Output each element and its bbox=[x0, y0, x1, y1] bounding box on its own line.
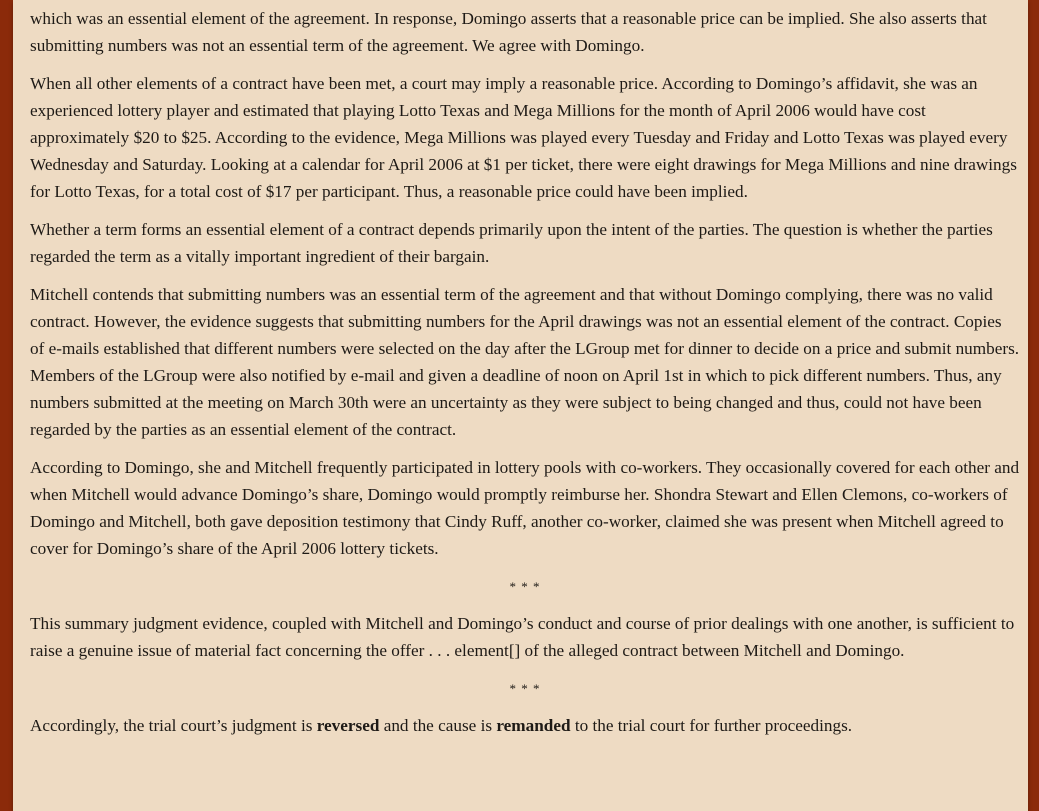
section-separator-2: * * * bbox=[509, 681, 541, 696]
paragraph-1: When all other elements of a contract have been met, a court may imply a reasonable price. According to Domingo’s affidavit, she was an experienced lottery player and estimated that playing Lotto Texas and Mega Millions for the month of April 2006 would have cost approximately $20 to $25. According to the evidence, Mega Millions was played every Tuesday and Friday and Lotto Texas was played every Wednesday and Saturday. Looking at a calendar for April 2006 at $1 per ticket, there were eight drawings for Mega Millions and nine drawings for Lotto Texas, for a total cost of $17 per participant. Thus, a reasonable price could have been implied. bbox=[30, 74, 1017, 201]
document-body bbox=[30, 5, 1020, 750]
conclusion-text-end: to the trial court for further proceedings. bbox=[570, 716, 853, 735]
document-page bbox=[13, 0, 1028, 811]
conclusion-text-middle: and the cause is bbox=[379, 716, 497, 735]
remanded-emphasis: remanded bbox=[496, 716, 571, 735]
paragraph-5: This summary judgment evidence, coupled with Mitchell and Domingo’s conduct and course of prior dealings with one another, is sufficient to raise a genuine issue of material fact concerning the offer . . . element[] of the alleged contract between Mitchell and Domingo. bbox=[30, 614, 1015, 660]
section-separator-1: * * * bbox=[509, 579, 541, 594]
paragraph-2: Whether a term forms an essential element of a contract depends primarily upon the intent of the parties. The question is whether the parties regarded the term as a vitally important ingredient of their bargain. bbox=[30, 220, 993, 266]
paragraph-4: According to Domingo, she and Mitchell frequently participated in lottery pools with co-workers. They occasionally covered for each other and when Mitchell would advance Domingo’s share, Domingo would promptly reimburse her. Shondra Stewart and Ellen Clemons, co-workers of Domingo and Mitchell, both gave deposition testimony that Cindy Ruff, another co-worker, claimed she was present when Mitchell agreed to cover for Domingo’s share of the April 2006 lottery tickets. bbox=[30, 458, 1020, 558]
reversed-emphasis: reversed bbox=[316, 716, 380, 735]
conclusion-paragraph bbox=[30, 712, 1020, 739]
paragraph-0: which was an essential element of the agreement. In response, Domingo asserts that a reasonable price can be implied. She also asserts that submitting numbers was not an essential term of the agreement. We agree with Domingo. bbox=[30, 9, 987, 55]
paragraph-3: Mitchell contends that submitting numbers was an essential term of the agreement and that without Domingo complying, there was no valid contract. However, the evidence suggests that submitting numbers for the April drawings was not an essential element of the contract. Copies of e-mails established that different numbers were selected on the day after the LGroup met for dinner to decide on a price and submit numbers. Members of the LGroup were also notified by e-mail and given a deadline of noon on April 1st in which to pick different numbers. Thus, any numbers submitted at the meeting on March 30th were an uncertainty as they were subject to being changed and thus, could not have been regarded by the parties as an essential element of the contract. bbox=[30, 285, 1020, 439]
conclusion-text-start: Accordingly, the trial court’s judgment is bbox=[30, 716, 317, 735]
